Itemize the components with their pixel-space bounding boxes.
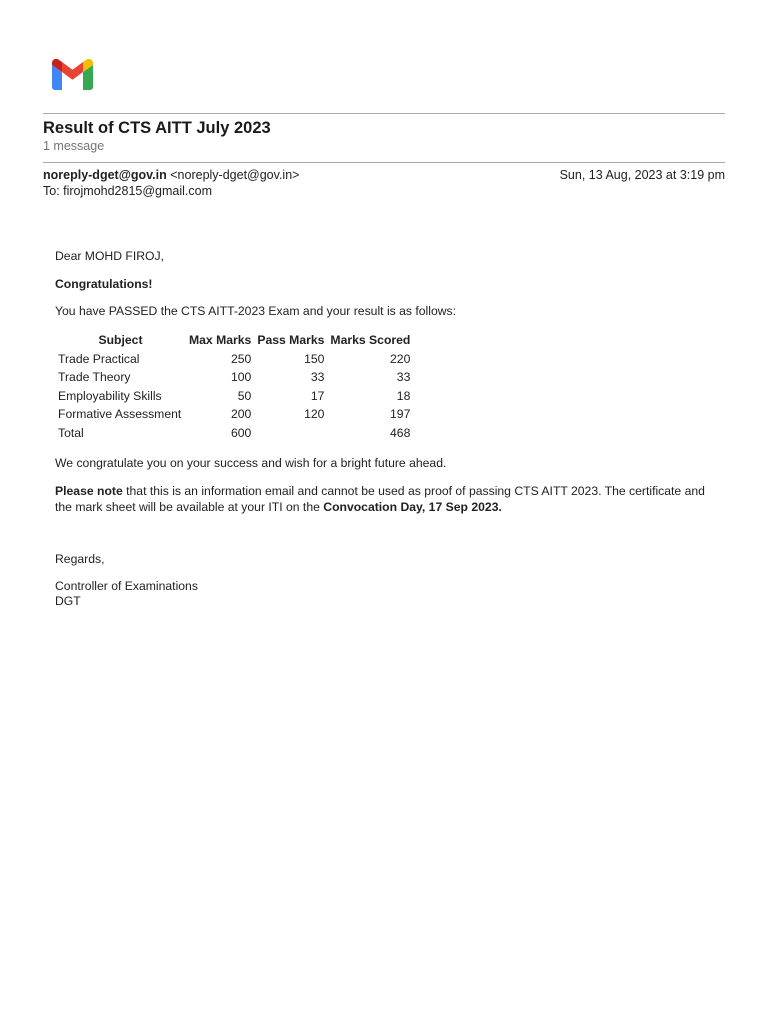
cell-pass-marks: 33 xyxy=(310,370,325,385)
thread-subject: Result of CTS AITT July 2023 xyxy=(43,119,271,137)
cell-marks-scored: 33 xyxy=(396,370,411,385)
cell-pass-marks: 120 xyxy=(304,407,325,422)
cell-max-marks: 250 xyxy=(230,351,252,366)
cell-subject: Trade Theory xyxy=(58,370,131,385)
table-row xyxy=(55,405,413,424)
cell-marks-scored: 197 xyxy=(390,407,411,422)
regards-text: Regards, xyxy=(55,552,105,566)
signature-org: DGT xyxy=(55,594,81,608)
sender-line xyxy=(43,168,299,182)
cell-pass-marks: 17 xyxy=(310,388,325,403)
gmail-logo-icon xyxy=(52,59,93,90)
results-table xyxy=(55,331,413,442)
header-pass-marks: Pass Marks xyxy=(257,333,325,348)
congrats-text: Congratulations! xyxy=(55,277,153,291)
header-subject: Subject xyxy=(98,333,143,348)
subject-divider xyxy=(43,162,725,163)
cell-max-marks: 50 xyxy=(237,388,252,403)
note-paragraph xyxy=(55,483,715,515)
sender-email[interactable]: <noreply-dget@gov.in> xyxy=(170,168,300,182)
cell-subject: Trade Practical xyxy=(58,351,140,366)
message-count: 1 message xyxy=(43,139,105,153)
greeting: Dear MOHD FIROJ, xyxy=(55,249,165,263)
recipient-line: To: firojmohd2815@gmail.com xyxy=(43,184,213,198)
table-row xyxy=(55,387,413,406)
cell-pass-marks: 150 xyxy=(304,351,325,366)
cell-subject: Formative Assessment xyxy=(58,407,182,422)
convocation-date: Convocation Day, 17 Sep 2023. xyxy=(323,500,502,514)
header-marks-scored: Marks Scored xyxy=(330,333,411,348)
header-max-marks: Max Marks xyxy=(189,333,252,348)
header-divider xyxy=(43,113,725,114)
wish-text: We congratulate you on your success and wish for a bright future ahead. xyxy=(55,456,447,470)
table-row-total xyxy=(55,424,413,443)
cell-subject: Employability Skills xyxy=(58,388,162,403)
cell-max-marks: 100 xyxy=(230,370,252,385)
sender-name[interactable]: noreply-dget@gov.in xyxy=(43,168,167,182)
cell-marks-scored: 18 xyxy=(396,388,411,403)
intro-text: You have PASSED the CTS AITT-2023 Exam and your result is as follows: xyxy=(55,304,457,318)
table-header-row xyxy=(55,331,413,350)
note-label: Please note xyxy=(55,484,123,498)
cell-marks-scored: 220 xyxy=(390,351,411,366)
table-row xyxy=(55,350,413,369)
signature xyxy=(55,579,198,609)
cell-subject: Total xyxy=(58,425,84,440)
message-date: Sun, 13 Aug, 2023 at 3:19 pm xyxy=(559,168,725,182)
cell-max-marks: 200 xyxy=(230,407,252,422)
cell-marks-scored: 468 xyxy=(390,425,411,440)
note-text: that this is an information email and cannot be used as proof of passing CTS AITT 2023. The certificate and the mark sheet will be available at your ITI on the xyxy=(55,484,705,514)
table-row xyxy=(55,368,413,387)
cell-max-marks: 600 xyxy=(230,425,252,440)
signature-title: Controller of Examinations xyxy=(55,579,198,593)
cell-pass-marks xyxy=(254,424,327,443)
